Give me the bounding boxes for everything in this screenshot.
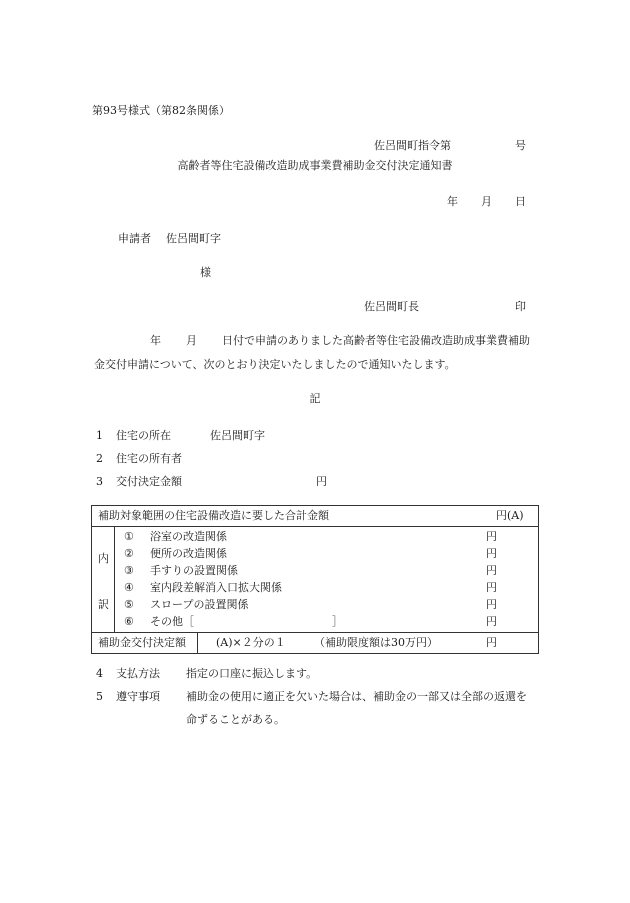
table-header-unit: 円(A) [496,509,524,522]
table-footer-formula: (A)×２分の１ [216,636,286,649]
table-row-unit: 円 [486,581,497,594]
table-rule [197,632,198,653]
item-num: 4 [96,667,103,680]
table-footer-unit: 円 [486,636,497,649]
item-value-line1: 補助金の使用に適正を欠いた場合は、補助金の一部又は全部の返還を [186,690,527,703]
table-row-num: ⑤ [124,598,134,611]
applicant-honorific: 様 [200,266,211,279]
doc-number-suffix: 号 [515,139,526,152]
table-row-label: 便所の改造関係 [150,547,227,560]
date-month: 月 [481,195,492,208]
table-rule [114,526,115,632]
item-label: 住宅の所在 [116,429,171,442]
table-footer-note: （補助限度額は30万円） [314,636,438,649]
table-row-unit: 円 [486,564,497,577]
date-year: 年 [447,195,458,208]
item-num: 5 [96,690,103,703]
doc-number-prefix: 佐呂間町指令第 [374,139,451,152]
item-label: 支払方法 [116,667,160,680]
table-header-label: 補助対象範囲の住宅設備改造に要した合計金額 [98,509,329,522]
item-value: 佐呂間町字 [210,429,265,442]
table-row-label: 手すりの設置関係 [150,564,238,577]
table-row-unit: 円 [486,615,497,628]
table-row-unit: 円 [486,547,497,560]
item-label: 住宅の所有者 [116,452,182,465]
body-line1: 日付で申請のありました高齢者等住宅設備改造助成事業費補助 [222,334,530,347]
body-month: 月 [186,334,197,347]
table-side-label-bottom: 訳 [98,598,109,611]
item-value: 指定の口座に振込します。 [186,667,318,680]
ki-heading: 記 [309,392,321,405]
table-row-num: ⑥ [124,615,134,628]
table-row-num: ③ [124,564,134,577]
table-rule [92,526,538,527]
table-row-label: スロープの設置関係 [150,598,249,611]
table-row-num: ② [124,547,134,560]
body-line2: 金交付申請について、次のとおり決定いたしましたので通知いたします。 [94,358,456,371]
item-label: 交付決定金額 [116,475,182,488]
table-rule [92,632,538,633]
item-num: 1 [96,429,103,442]
table-row-label: その他［ [150,615,194,628]
item-num: 3 [96,475,103,488]
table-row-label: 室内段差解消入口拡大関係 [150,581,282,594]
item-value-line2: 命ずることがある。 [186,713,285,726]
item-label: 遵守事項 [116,690,160,703]
form-number: 第93号様式（第82条関係） [92,104,230,117]
date-day: 日 [515,195,526,208]
table-row-unit: 円 [486,530,497,543]
table-row-num: ① [124,530,134,543]
table-footer-label: 補助金交付決定額 [98,636,186,649]
table-row-num: ④ [124,581,134,594]
subsidy-table [91,505,539,654]
item-num: 2 [96,452,103,465]
applicant-label: 申請者 [118,232,151,245]
body-year: 年 [150,334,161,347]
table-side-label-top: 内 [98,552,109,565]
issuer-seal: 印 [515,300,526,313]
table-row-close-bracket: ］ [332,615,343,628]
applicant-address: 佐呂間町字 [166,232,221,245]
table-row-label: 浴室の改造関係 [150,530,227,543]
issuer-name: 佐呂間町長 [364,300,419,313]
item-value: 円 [316,475,327,488]
table-row-unit: 円 [486,598,497,611]
document-title: 高齢者等住宅設備改造助成事業費補助金交付決定通知書 [177,159,453,172]
